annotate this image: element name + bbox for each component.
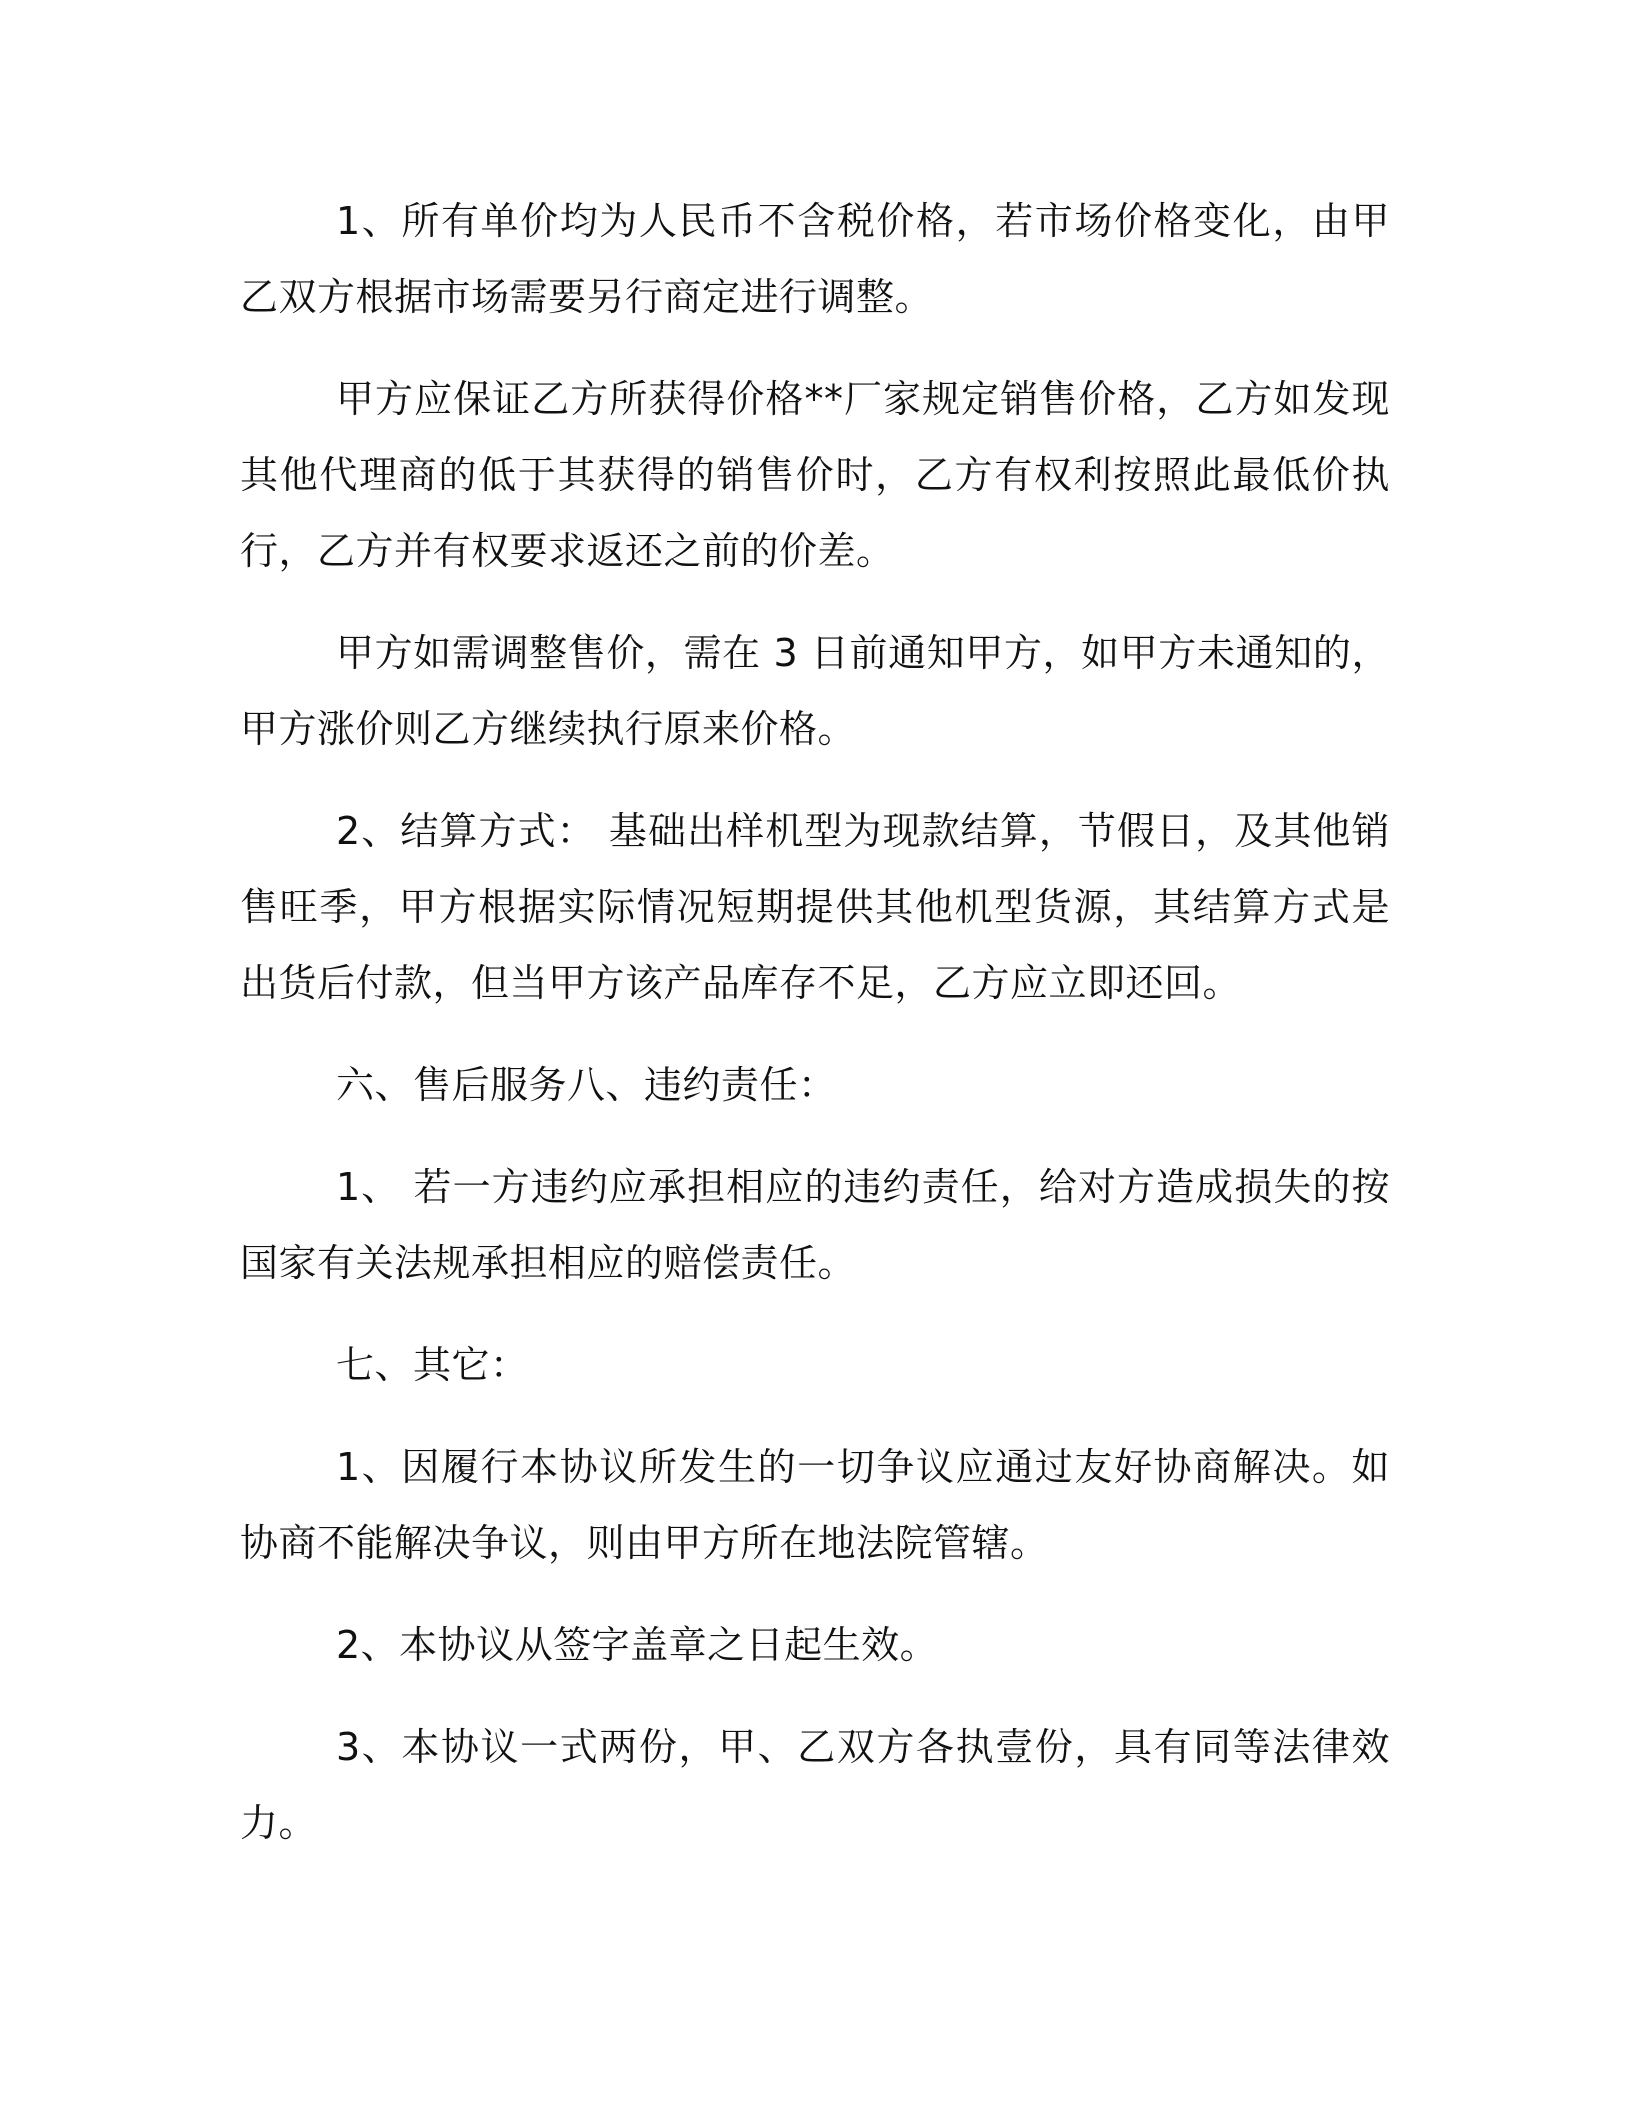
paragraph-breach-liability: 1、 若一方违约应承担相应的违约责任，给对方造成损失的按国家有关法规承担相应的赔偿责任。 [240,1165,1390,1285]
paragraph-settlement-method: 2、结算方式： 基础出样机型为现款结算，节假日，及其他销售旺季，甲方根据实际情况短期提供其他机型货源，其结算方式是出货后付款，但当甲方该产品库存不足，乙方应立即还回。 [240,809,1390,1005]
section-heading-after-sales-breach: 六、售后服务八、违约责任： [336,1063,837,1107]
paragraph-effective-date: 2、本协议从签字盖章之日起生效。 [336,1623,939,1667]
paragraph-price-adjustment: 1、所有单价均为人民币不含税价格，若市场价格变化，由甲乙双方根据市场需要另行商定进行调整。 [240,199,1390,319]
paragraph-dispute-resolution: 1、因履行本协议所发生的一切争议应通过友好协商解决。如协商不能解决争议，则由甲方所在地法院管辖。 [240,1445,1390,1565]
paragraph-price-guarantee: 甲方应保证乙方所获得价格**厂家规定销售价格，乙方如发现其他代理商的低于其获得的销售价时，乙方有权利按照此最低价执行，乙方并有权要求返还之前的价差。 [240,377,1390,573]
paragraph-copies: 3、本协议一式两份，甲、乙双方各执壹份，具有同等法律效力。 [240,1725,1390,1845]
document-body [240,183,1390,1887]
paragraph-price-notice: 甲方如需调整售价，需在 3 日前通知甲方，如甲方未通知的，甲方涨价则乙方继续执行原来价格。 [240,631,1390,751]
section-heading-other: 七、其它： [336,1343,529,1387]
